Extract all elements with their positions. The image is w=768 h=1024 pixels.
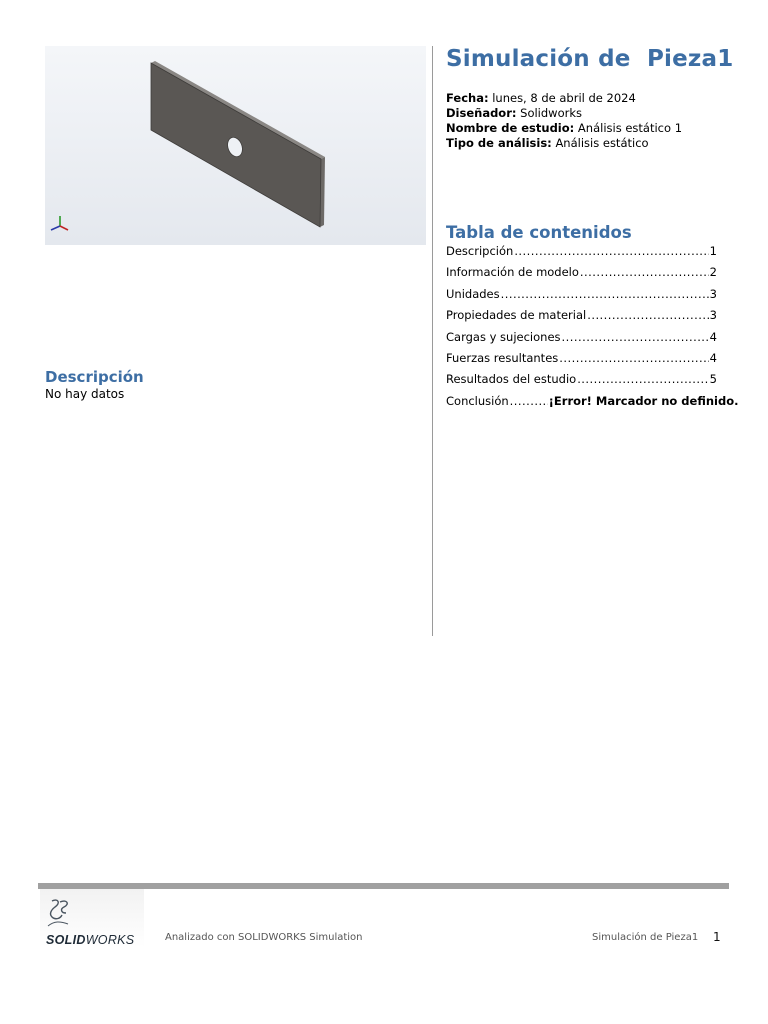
- toc-leader-dots: [514, 244, 708, 258]
- meta-date: [446, 91, 682, 106]
- meta-label: Diseñador:: [446, 106, 517, 120]
- meta-label: Nombre de estudio:: [446, 121, 575, 135]
- toc-item-fuerzas-resultantes[interactable]: [446, 351, 717, 372]
- toc-item-page: 3: [709, 308, 717, 323]
- document-title: Simulación de Pieza1: [446, 46, 734, 72]
- model-preview-image: [45, 46, 426, 245]
- table-of-contents: [446, 244, 739, 415]
- toc-item-page: 1: [709, 244, 717, 258]
- meta-study-name: [446, 121, 682, 136]
- toc-leader-dots: [510, 394, 548, 408]
- toc-item-label: Fuerzas resultantes: [446, 350, 559, 365]
- toc-item-label: Unidades: [446, 286, 500, 301]
- axis-triad-icon: [51, 216, 68, 230]
- report-metadata: [446, 91, 682, 151]
- toc-item-label: Información de modelo: [446, 265, 579, 280]
- meta-value: lunes, 8 de abril de 2024: [492, 91, 636, 105]
- toc-item-page: 4: [709, 350, 717, 365]
- toc-item-informacion-modelo[interactable]: [446, 265, 717, 286]
- description-body: No hay datos: [45, 387, 125, 401]
- meta-label: Tipo de análisis:: [446, 136, 552, 150]
- toc-item-label: Propiedades de material: [446, 308, 587, 323]
- meta-value: Análisis estático 1: [577, 121, 683, 135]
- meta-designer: [446, 106, 682, 121]
- column-divider: [432, 46, 433, 636]
- toc-item-cargas-sujeciones[interactable]: [446, 330, 717, 351]
- meta-analysis-type: [446, 136, 682, 151]
- toc-item-page: 4: [709, 329, 717, 344]
- footer-page-number: 1: [713, 930, 721, 944]
- toc-item-conclusion[interactable]: [446, 393, 739, 415]
- toc-item-propiedades-material[interactable]: [446, 308, 717, 329]
- toc-leader-dots: [501, 287, 709, 301]
- dassault-logo-icon: [46, 897, 72, 929]
- footer-document-name: Simulación de Pieza1: [592, 932, 699, 943]
- toc-item-page: 3: [709, 286, 717, 301]
- toc-leader-dots: [587, 308, 708, 322]
- toc-item-label: Descripción: [446, 244, 514, 258]
- toc-heading: Tabla de contenidos: [446, 223, 632, 242]
- toc-item-unidades[interactable]: [446, 287, 717, 308]
- toc-item-descripcion[interactable]: [446, 244, 717, 265]
- toc-item-label: Conclusión: [446, 393, 509, 408]
- toc-leader-dots: [577, 372, 708, 386]
- toc-leader-dots: [562, 330, 709, 344]
- toc-item-page: 5: [709, 372, 717, 387]
- footer-analysis-note: Analizado con SOLIDWORKS Simulation: [165, 932, 363, 943]
- meta-label: Fecha:: [446, 91, 489, 105]
- meta-value: Análisis estático: [555, 136, 649, 150]
- toc-leader-dots: [559, 351, 708, 365]
- plate-model-render: [45, 46, 426, 245]
- toc-item-label: Resultados del estudio: [446, 372, 577, 387]
- solidworks-logo: SOLIDWORKS: [46, 933, 135, 947]
- toc-item-page: 2: [709, 265, 717, 280]
- toc-leader-dots: [580, 265, 709, 279]
- description-heading: Descripción: [45, 368, 144, 386]
- toc-item-resultados-estudio[interactable]: [446, 372, 717, 393]
- meta-value: Solidworks: [520, 106, 582, 120]
- toc-item-page: ¡Error! Marcador no definido.: [548, 393, 739, 408]
- toc-item-label: Cargas y sujeciones: [446, 329, 561, 344]
